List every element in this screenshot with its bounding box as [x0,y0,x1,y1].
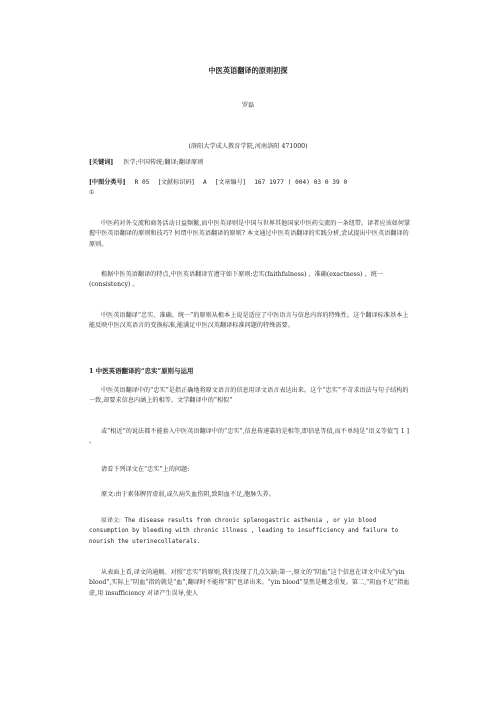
footnote-mark: ① [89,189,95,197]
original-translation-text: The disease results from chronic splenogastric asthenia , or yin blood consumption by bleeding with chronic illness , leading to insufficiency and failure to nourish the uterinecollaterals. [89,518,399,545]
keywords-label: [关键词] [89,159,114,166]
paragraph-source-text: 原文:由于素体脾胃虚弱,或久病失血伤阴,致阴血不足,胞脉失养。 [101,491,275,498]
doc-id-code: A [203,179,207,186]
paragraph-principles: 根据中医英语翻译的特点,中医英语翻译宜遵守如下原则:忠实(faithfulness) 、准确(exactness) 、统一(consistency) 。 [89,271,383,289]
keywords-text: 医学;中国传统;翻译;翻译原则 [123,159,204,166]
classification-code: R 05 [134,179,150,186]
paragraph-example-intro: 请看下列译文在“忠实”上的问题: [101,466,190,473]
classification-label: [中图分类号] [89,179,126,186]
original-translation-label: 原译文: [101,518,121,524]
paragraph-original-translation [89,516,411,547]
paragraph-intro: 中医药对外交流和商务活动日益频繁,而中医英译则是中国与世界其他国家中医药交流的一条纽带。译者应该如何掌握中医英语翻译的原则和技巧? 何谓中医英语翻译的原则? 本文通过中医英语翻译的实践分析,尝试提出中医英语翻译的原则。 [89,220,411,248]
doc-id-label: [文献标识码] [158,179,195,186]
affiliation: (洛阳大学成人教育学院,河南洛阳 471000) [188,143,308,150]
paragraph-equivalence: 或“相近”的说法都不能套入中医英语翻译中的“忠实”,信息传递靠的是相等,即信息等值,而不单纯是“语义等值”[ 1 ] 。 [89,428,410,446]
classification-line [89,178,411,199]
author-name: 罗磊 [241,102,255,109]
article-no-label: [文章编号] [215,179,246,186]
article-number: 167 1977 ( 004) 03 0 39 0 [254,179,348,186]
paragraph-standard: 中医英语翻译“忠实、准确、统一”的原则从根本上说是适应了中医语言与信息内容的特殊性。这个翻译标准基本上能反映中医汉英语言的变换标准,能满足中医汉英翻译标准问题的特殊需要。 [89,312,409,330]
paragraph-faithfulness: 中医英语翻译中的“忠实”是指正确地将原文语言的信息用译文语言表达出来。这个“忠实”不苛求语法与句子结构的一致,却要求信息内涵上的相等。文学翻译中的“相似” [89,387,409,405]
keywords-line [89,158,411,168]
article-title: 中医英语翻译的原则初探 [208,66,288,75]
paragraph-analysis: 从表面上看,译文尚通顺。对照“忠实”的原则,我们发现了几点欠缺:第一,原文的“阴血”这个信息在译文中成为“yin blood”,实际上“阴血”指的就是“血”,翻译时不能将“阴”也译出来。“yin blood”显然是概念重复。第二,“阴血不足”指血虚,用 insufficiency 对译产生误导,使人 [89,569,410,597]
section-heading-1: 1 中医英语翻译的“忠实”原则与运用 [89,367,194,375]
